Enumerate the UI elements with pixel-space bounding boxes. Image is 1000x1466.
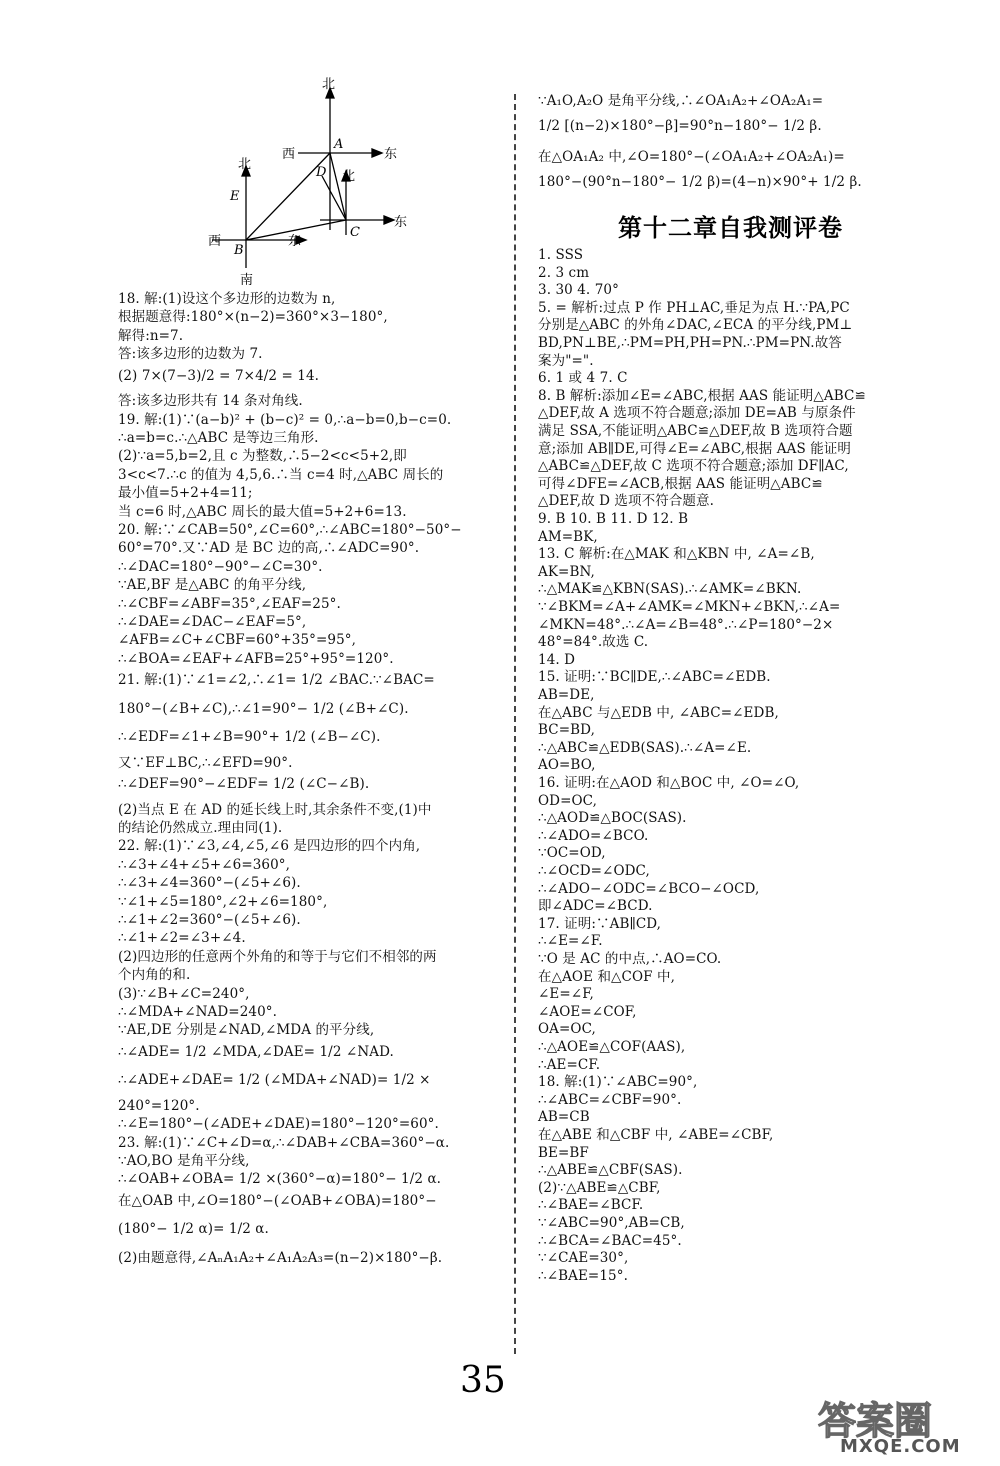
text-line: ∴△ABE≌△CBF(SAS). xyxy=(538,1162,683,1179)
text-line: 15. 证明:∵BC∥DE,∴∠ABC=∠EDB. xyxy=(538,669,771,686)
diagram-label-c: C xyxy=(350,225,360,240)
text-line: 16. 证明:在△AOD 和△BOC 中, ∠O=∠O, xyxy=(538,775,800,791)
text-line: 意;添加 AB∥DE,可得∠E=∠ABC,根据 AAS 能证明 xyxy=(538,440,851,457)
diagram-label-d: D xyxy=(316,165,327,180)
text-line: 21. 解:(1)∵∠1=∠2,∴∠1= 1/2 ∠BAC.∵∠BAC= xyxy=(118,672,435,689)
text-line: 答:该多边形共有 14 条对角线. xyxy=(118,393,303,410)
text-line: ∵∠ABC=90°,AB=CB, xyxy=(538,1215,685,1231)
text-line: ∴∠OAB+∠OBA= 1/2 ×(360°−α)=180°− 1/2 α. xyxy=(118,1171,442,1188)
text-line: ∴∠1+∠2=∠3+∠4. xyxy=(118,930,246,947)
text-line: 17. 证明:∵AB∥CD, xyxy=(538,915,662,932)
text-line: 240°=120°. xyxy=(118,1097,200,1114)
text-line: ∠AFB=∠C+∠CBF=60°+35°=95°, xyxy=(118,632,357,649)
text-line: 1/2 [(n−2)×180°−β]=90°n−180°− 1/2 β. xyxy=(538,118,822,134)
text-line: 分别是△ABC 的外角∠DAC,∠ECA 的平分线,PM⊥ xyxy=(538,317,853,334)
page-number: 35 xyxy=(460,1360,506,1401)
text-line: ∠E=∠F, xyxy=(538,986,594,1003)
text-line: 最小值=5+2+4=11; xyxy=(118,485,253,502)
text-line: (2)∵a=5,b=2,且 c 为整数,∴5−2<c<5+2,即 xyxy=(118,448,407,465)
text-line: 根据题意得:180°×(n−2)=360°×3−180°, xyxy=(118,309,388,326)
text-line: 60°=70°.又∵AD 是 BC 边的高,∴∠ADC=90°. xyxy=(118,540,420,557)
text-line: AO=BO, xyxy=(538,757,596,774)
text-line: 3<c<7.∴c 的值为 4,5,6.∴当 c=4 时,△ABC 周长的 xyxy=(118,466,444,483)
text-line: 在△OA₁A₂ 中,∠O=180°−(∠OA₁A₂+∠OA₂A₁)= xyxy=(538,149,845,166)
text-line: △DEF,故 D 选项不符合题意. xyxy=(538,493,715,510)
watermark-top: 答案圈 xyxy=(818,1399,933,1443)
column-divider xyxy=(514,94,516,1354)
text-line: (180°− 1/2 α)= 1/2 α. xyxy=(118,1221,269,1238)
text-line: BE=BF xyxy=(538,1144,589,1161)
diagram-label-east-top: 东 xyxy=(384,147,398,162)
diagram-label-east-mid: 东 xyxy=(288,234,302,249)
text-line: (2)四边形的任意两个外角的和等于与它们不相邻的两 xyxy=(118,948,437,965)
text-line: ∴∠DAE=∠DAC−∠EAF=5°, xyxy=(118,613,307,630)
text-line: ∴∠ADO=∠BCO. xyxy=(538,827,649,844)
text-line: 5. = 解析:过点 P 作 PH⊥AC,垂足为点 H.∵PA,PC xyxy=(538,299,850,316)
text-line: BD,PN⊥BE,∴PM=PH,PH=PN.∴PM=PN.故答 xyxy=(538,335,842,351)
text-line: ∴∠BOA=∠EAF+∠AFB=25°+95°=120°. xyxy=(118,650,394,667)
text-line: △ABC≌△DEF,故 C 选项不符合题意;添加 DF∥AC, xyxy=(538,458,849,475)
text-line: 在△AOE 和△COF 中, xyxy=(538,968,675,985)
text-line: 14. D xyxy=(538,651,576,668)
text-line: ∵AO,BO 是角平分线, xyxy=(118,1153,250,1170)
text-line: 20. 解:∵∠CAB=50°,∠C=60°,∴∠ABC=180°−50°− xyxy=(118,521,462,538)
text-line: 答:该多边形的边数为 7. xyxy=(118,346,263,363)
text-line: ∴∠CBF=∠ABF=35°,∠EAF=25°. xyxy=(118,595,341,612)
text-line: 满足 SSA,不能证明△ABC≌△DEF,故 B 选项符合题 xyxy=(538,423,853,439)
diagram-label-b: B xyxy=(234,243,244,258)
diagram-label-north-left: 北 xyxy=(238,157,252,172)
text-line: ∵∠1+∠5=180°,∠2+∠6=180°, xyxy=(118,893,328,910)
text-line: ∴∠ABC=∠CBF=90°. xyxy=(538,1091,682,1108)
text-line: ∴∠EDF=∠1+∠B=90°+ 1/2 (∠B−∠C). xyxy=(118,729,381,746)
diagram-label-west-top: 西 xyxy=(282,147,296,162)
watermark-bottom: MXQE.COM xyxy=(840,1436,961,1457)
diagram-label-east-right: 东 xyxy=(394,215,408,230)
text-line: ∵AE,BF 是△ABC 的角平分线, xyxy=(118,577,307,594)
text-line: 又∵EF⊥BC,∴∠EFD=90°. xyxy=(118,754,293,771)
text-line: ∴∠E=180°−(∠ADE+∠DAE)=180°−120°=60°. xyxy=(118,1116,439,1133)
text-line: ∴∠E=∠F. xyxy=(538,933,603,950)
text-line: (2)由题意得,∠AₙA₁A₂+∠A₁A₂A₃=(n−2)×180°−β. xyxy=(118,1249,443,1266)
text-line: AB=DE, xyxy=(538,687,595,703)
text-line: 当 c=6 时,△ABC 周长的最大值=5+2+6=13. xyxy=(118,503,407,520)
text-line: ∴△ABC≌△EDB(SAS).∴∠A=∠E. xyxy=(538,739,752,756)
text-line: 在△ABC 与△EDB 中, ∠ABC=∠EDB, xyxy=(538,704,779,721)
diagram-label-south: 南 xyxy=(240,273,254,288)
text-line: 2. 3 cm xyxy=(538,264,590,281)
text-line: ∵∠CAE=30°, xyxy=(538,1250,629,1267)
text-line: 18. 解:(1)设这个多边形的边数为 n, xyxy=(118,291,336,307)
text-line: ∴∠DAC=180°−90°−∠C=30°. xyxy=(118,558,323,575)
text-line: 在△ABE 和△CBF 中, ∠ABE=∠CBF, xyxy=(538,1127,774,1143)
text-line: ∠MKN=48°.∴∠A=∠B=48°.∴∠P=180°−2× xyxy=(538,616,834,633)
text-line: AM=BK, xyxy=(538,528,598,545)
text-line: AK=BN, xyxy=(538,563,595,580)
text-line: ∠AOE=∠COF, xyxy=(538,1003,637,1020)
text-line: ∴∠ADO−∠ODC=∠BCO−∠OCD, xyxy=(538,880,760,897)
text-line: 1. SSS xyxy=(538,247,584,263)
text-line: ∴∠BAE=15°. xyxy=(538,1267,628,1284)
text-line: 23. 解:(1)∵∠C+∠D=α,∴∠DAB+∠CBA=360°−α. xyxy=(118,1134,450,1151)
text-line: 19. 解:(1)∵(a−b)² + (b−c)² = 0,∴a−b=0,b−c=0. xyxy=(118,411,452,428)
text-line: ∴∠1+∠2=360°−(∠5+∠6). xyxy=(118,912,301,928)
text-line: (2)当点 E 在 AD 的延长线上时,其余条件不变,(1)中 xyxy=(118,801,432,818)
text-line: ∴∠DEF=90°−∠EDF= 1/2 (∠C−∠B). xyxy=(118,776,370,793)
text-line: BC=BD, xyxy=(538,722,595,739)
diagram-label-north-top: 北 xyxy=(322,77,336,92)
diagram-label-a: A xyxy=(334,137,344,152)
watermark-logo xyxy=(800,1390,990,1460)
text-line: OA=OC, xyxy=(538,1021,596,1038)
text-line: ∵OC=OD, xyxy=(538,845,606,862)
diagram-label-west-bottom: 西 xyxy=(208,234,222,249)
text-line: 180°−(90°n−180°− 1/2 β)=(4−n)×90°+ 1/2 β. xyxy=(538,174,862,191)
text-line: ∴a=b=c.∴△ABC 是等边三角形. xyxy=(118,429,319,446)
text-line: ∵O 是 AC 的中点,∴AO=CO. xyxy=(538,951,722,967)
text-line: ∴AE=CF. xyxy=(538,1056,601,1073)
text-line: 22. 解:(1)∵∠3,∠4,∠5,∠6 是四边形的四个内角, xyxy=(118,838,421,855)
text-line: 案为"=". xyxy=(538,352,594,369)
text-line: △DEF,故 A 选项不符合题意;添加 DE=AB 与原条件 xyxy=(538,405,856,422)
text-line: ∴△AOD≌△BOC(SAS). xyxy=(538,810,687,827)
text-line: ∵AE,DE 分别是∠NAD,∠MDA 的平分线, xyxy=(118,1022,375,1039)
text-line: ∴△AOE≌△COF(AAS), xyxy=(538,1039,686,1055)
text-line: ∴∠3+∠4=360°−(∠5+∠6). xyxy=(118,875,301,892)
text-line: ∴∠3+∠4+∠5+∠6=360°, xyxy=(118,856,291,873)
text-line: 9. B 10. B 11. D 12. B xyxy=(538,511,689,527)
text-line: 个内角的和. xyxy=(118,967,191,984)
text-line: 13. C 解析:在△MAK 和△KBN 中, ∠A=∠B, xyxy=(538,546,815,563)
text-line: 180°−(∠B+∠C),∴∠1=90°− 1/2 (∠B+∠C). xyxy=(118,700,409,717)
text-line: 在△OAB 中,∠O=180°−(∠OAB+∠OBA)=180°− xyxy=(118,1192,437,1209)
diagram-label-north-mid: 北 xyxy=(342,169,356,184)
text-line: 3. 30 4. 70° xyxy=(538,282,619,299)
text-line: OD=OC, xyxy=(538,792,598,809)
text-line: 解得:n=7. xyxy=(118,327,184,344)
text-line: ∴∠ADE= 1/2 ∠MDA,∠DAE= 1/2 ∠NAD. xyxy=(118,1043,394,1060)
text-line: ∴∠BCA=∠BAC=45°. xyxy=(538,1232,682,1249)
text-line: (3)∵∠B+∠C=240°, xyxy=(118,985,250,1002)
text-line: 8. B 解析:添加∠E=∠ABC,根据 AAS 能证明△ABC≌ xyxy=(538,387,866,404)
chapter-heading: 第十二章自我测评卷 xyxy=(618,214,843,242)
text-line: ∴∠OCD=∠ODC, xyxy=(538,863,650,879)
text-line: ∴∠MDA+∠NAD=240°. xyxy=(118,1004,278,1020)
text-line: (2)∵△ABE≌△CBF, xyxy=(538,1179,661,1196)
text-line: AB=CB xyxy=(538,1109,590,1126)
text-line: 可得∠DFE=∠ACB,根据 AAS 能证明△ABC≌ xyxy=(538,475,823,492)
text-line: 18. 解:(1)∵∠ABC=90°, xyxy=(538,1074,698,1091)
text-line: (2) 7×(7−3)/2 = 7×4/2 = 14. xyxy=(118,367,320,384)
text-line: ∵A₁O,A₂O 是角平分线,∴∠OA₁A₂+∠OA₂A₁= xyxy=(538,93,824,109)
text-line: ∴∠BAE=∠BCF. xyxy=(538,1197,644,1214)
text-line: ∴△MAK≌△KBN(SAS).∴∠AMK=∠BKN. xyxy=(538,581,802,598)
text-line: 6. 1 或 4 7. C xyxy=(538,370,628,387)
compass-diagram xyxy=(208,77,420,290)
diagram-label-e: E xyxy=(230,189,240,204)
text-line: ∵∠BKM=∠A+∠AMK=∠MKN+∠BKN,∴∠A= xyxy=(538,599,841,615)
text-line: 的结论仍然成立.理由同(1). xyxy=(118,820,283,836)
text-line: 48°=84°.故选 C. xyxy=(538,634,649,651)
text-line: 即∠ADC=∠BCD. xyxy=(538,898,653,915)
text-line: ∴∠ADE+∠DAE= 1/2 (∠MDA+∠NAD)= 1/2 × xyxy=(118,1072,431,1089)
